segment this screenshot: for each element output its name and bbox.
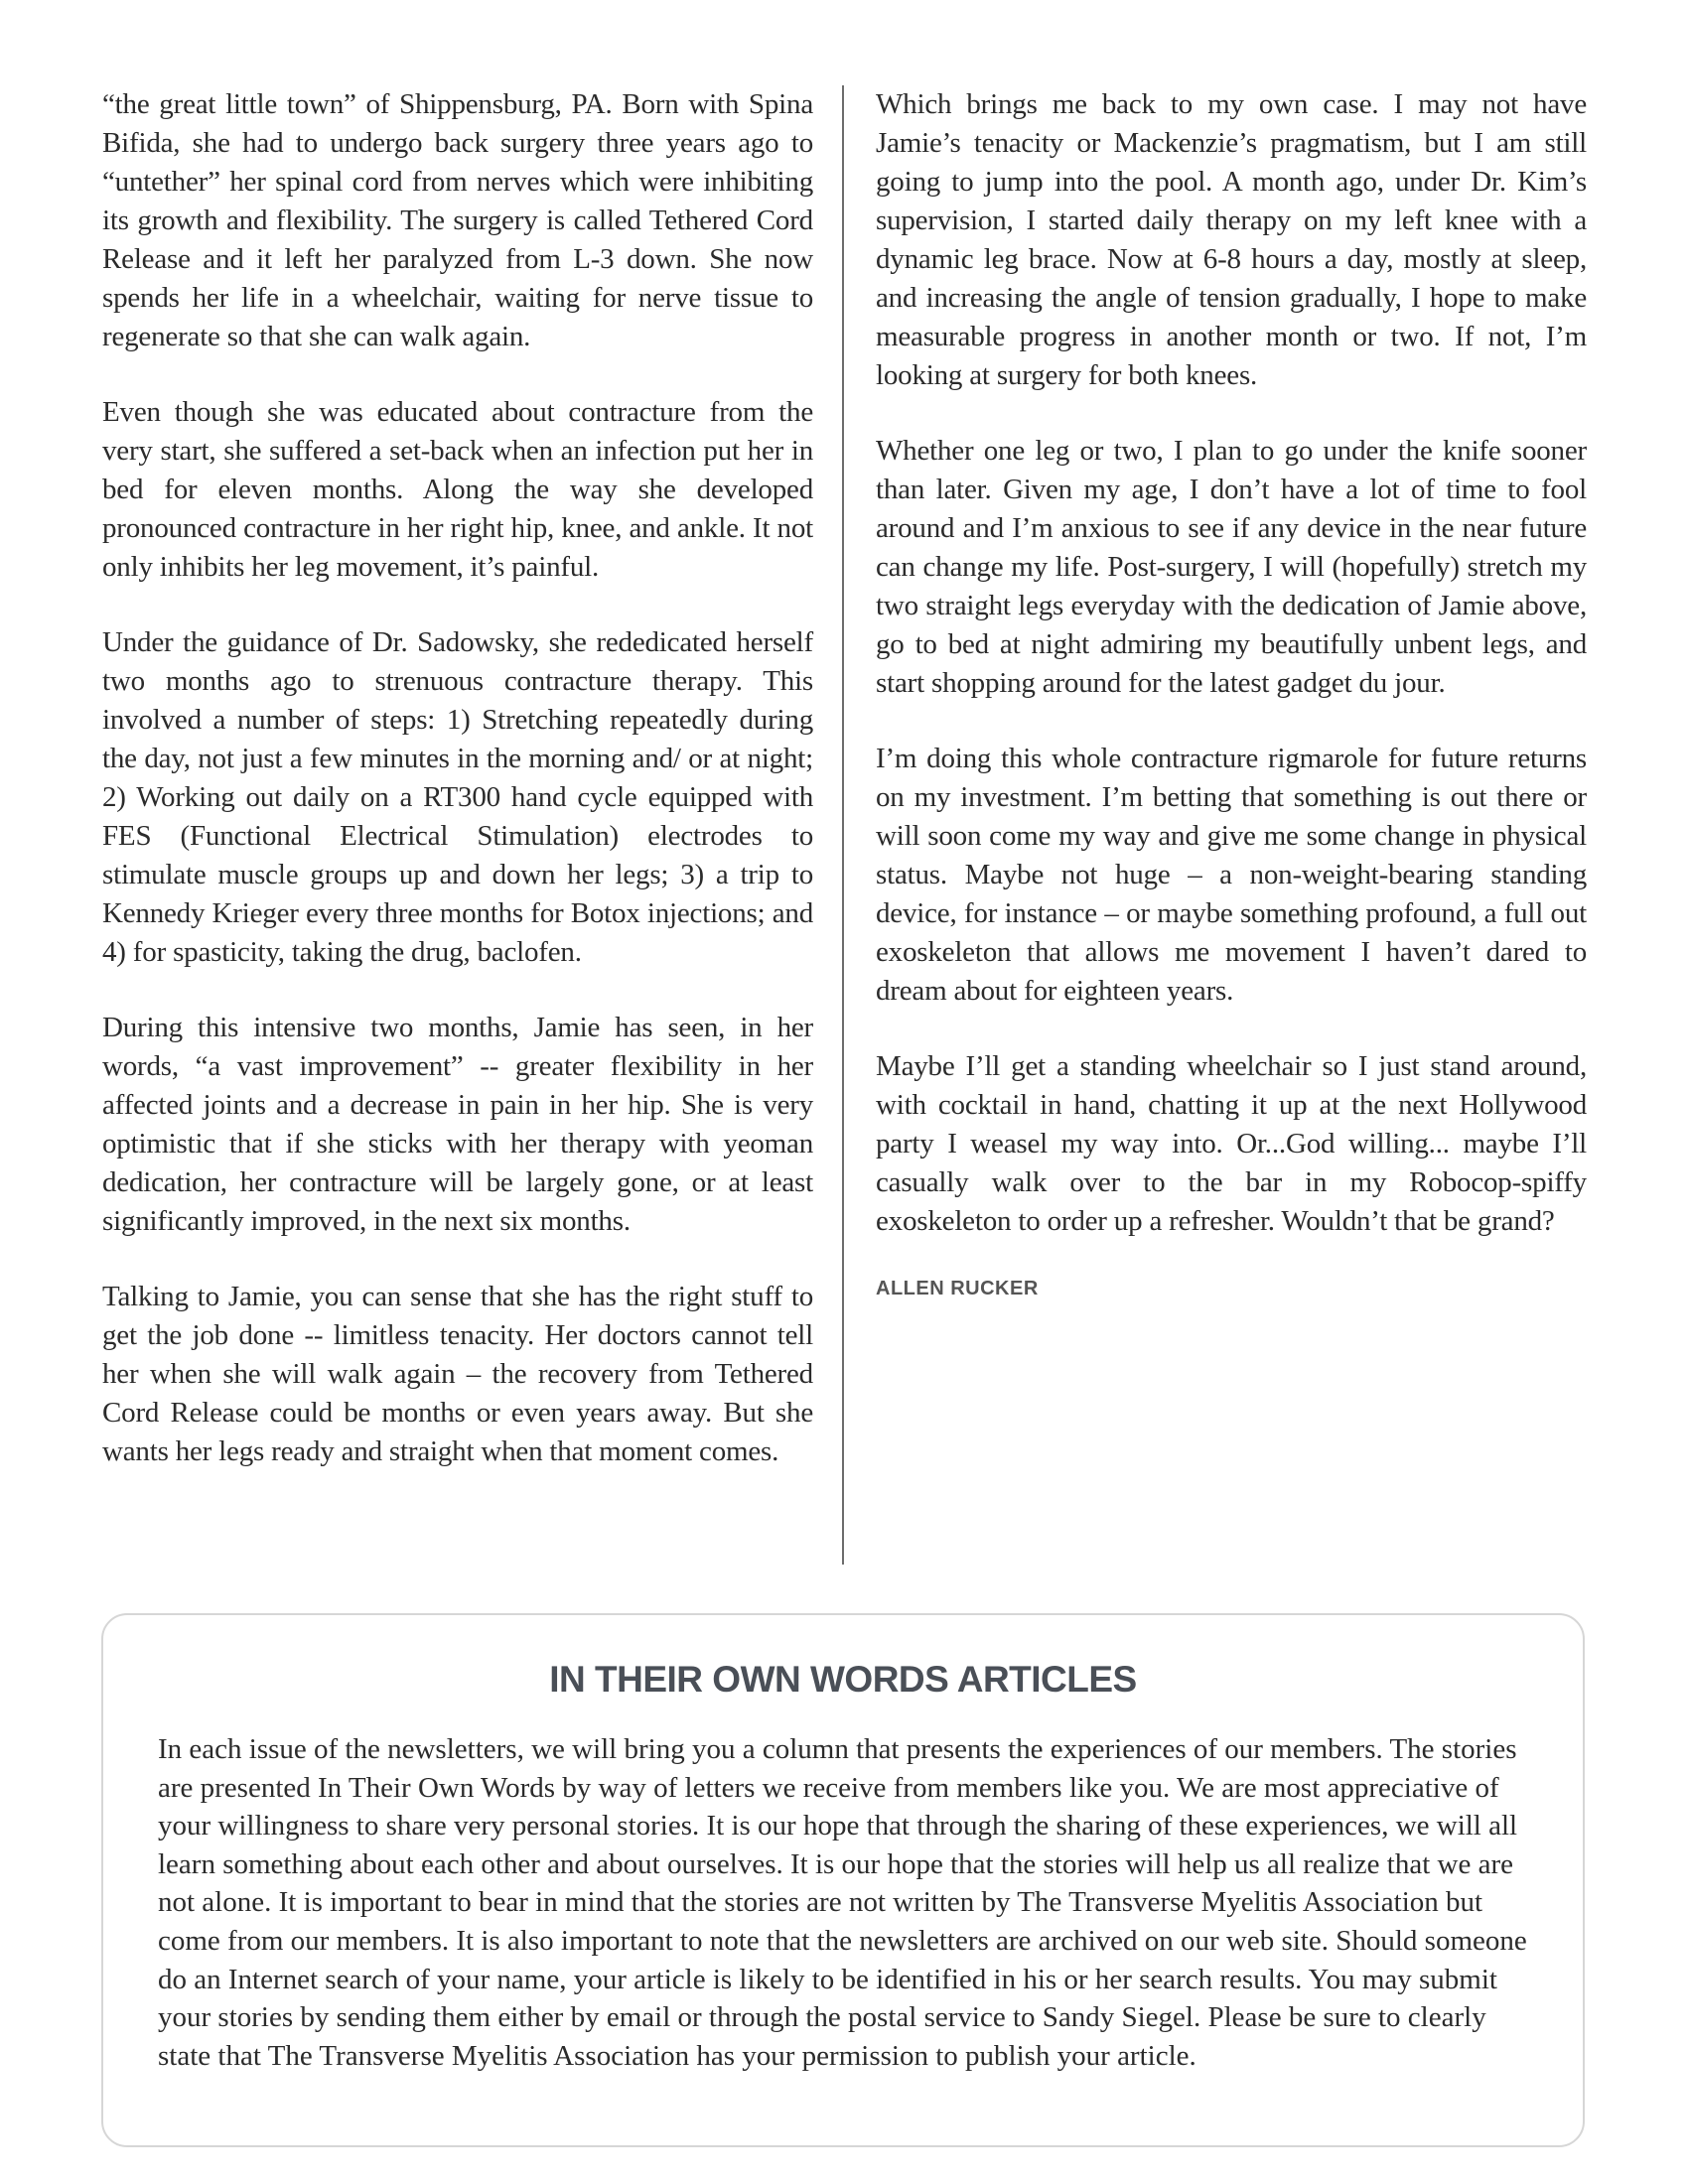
article-paragraph: During this intensive two months, Jamie has seen, in her words, “a vast improvement” -- greater flexibility in her affected joints and a decrease in pain in her hip. She is very optimistic that if she sticks with her therapy with yeoman dedication, her contracture will be largely gone, or at least significantly improved, in the next six months. (102, 1012, 813, 1237)
right-column (876, 85, 1587, 1300)
article-paragraph: Under the guidance of Dr. Sadowsky, she rededicated herself two months ago to strenuous contracture therapy. This involved a number of steps: 1) Stretching repeatedly during the day, not just a few minutes in the morning and/ or at night; 2) Working out daily on a RT300 hand cycle equipped with FES (Functional Electrical Stimulation) electrodes to stimulate muscle groups up and down her legs; 3) a trip to Kennedy Krieger every three months for Botox injections; and 4) for spasticity, taking the drug, baclofen. (102, 626, 813, 968)
article-columns (102, 85, 1587, 1565)
callout-title: IN THEIR OWN WORDS ARTICLES (549, 1659, 1137, 1700)
article-paragraph: Which brings me back to my own case. I may not have Jamie’s tenacity or Mackenzie’s pragmatism, but I am still going to jump into the pool. A month ago, under Dr. Kim’s supervision, I started daily therapy on my left knee with a dynamic leg brace. Now at 6-8 hours a day, mostly at sleep, and increasing the angle of tension gradually, I hope to make measurable progress in another month or two. If not, I’m looking at surgery for both knees. (876, 88, 1587, 391)
article-paragraph: Even though she was educated about contracture from the very start, she suffered a set-back when an infection put her in bed for eleven months. Along the way she developed pronounced contracture in her right hip, knee, and ankle. It not only inhibits her leg movement, it’s painful. (102, 396, 813, 583)
article-paragraph: Whether one leg or two, I plan to go under the knife sooner than later. Given my age, I don’t have a lot of time to fool around and I’m anxious to see if any device in the near future can change my life. Post-surgery, I will (hopefully) stretch my two straight legs everyday with the dedication of Jamie above, go to bed at night admiring my beautifully unbent legs, and start shopping around for the latest gadget du jour. (876, 435, 1587, 699)
callout-body: In each issue of the newsletters, we will bring you a column that presents the experiences of our members. The stories are presented In Their Own Words by way of letters we receive from members like you. We are most appreciative of your willingness to share very personal stories. It is our hope that through the sharing of these experiences, we will all learn something about each other and about ourselves. It is our hope that the stories will help us all realize that we are not alone. It is important to bear in mind that the stories are not written by The Transverse Myelitis Association but come from our members. It is also important to note that the newsletters are archived on our web site. Should someone do an Internet search of your name, your article is likely to be identified in his or her search results. You may submit your stories by sending them either by email or through the postal service to Sandy Siegel. Please be sure to clearly state that The Transverse Myelitis Association has your permission to publish your article. (158, 1733, 1527, 2072)
article-paragraph: “the great little town” of Shippensburg, PA. Born with Spina Bifida, she had to undergo back surgery three years ago to “untether” her spinal cord from nerves which were inhibiting its growth and flexibility. The surgery is called Tethered Cord Release and it left her paralyzed from L-3 down. She now spends her life in a wheelchair, waiting for nerve tissue to regenerate so that she can walk again. (102, 88, 813, 352)
column-divider (842, 85, 844, 1565)
article-paragraph: Maybe I’ll get a standing wheelchair so I just stand around, with cocktail in hand, chatting it up at the next Hollywood party I weasel my way into. Or...God willing... maybe I’ll casually walk over to the bar in my Robocop-spiffy exoskeleton to order up a refresher. Wouldn’t that be grand? (876, 1050, 1587, 1237)
left-column (102, 85, 813, 1508)
callout-box (101, 1613, 1585, 2147)
article-paragraph: I’m doing this whole contracture rigmarole for future returns on my investment. I’m betting that something is out there or will soon come my way and give me some change in physical status. Maybe not huge – a non-weight-bearing standing device, for instance – or maybe something profound, a full out exoskeleton that allows me movement I haven’t dared to dream about for eighteen years. (876, 743, 1587, 1007)
author-byline: ALLEN RUCKER (876, 1278, 1039, 1299)
article-paragraph: Talking to Jamie, you can sense that she has the right stuff to get the job done -- limitless tenacity. Her doctors cannot tell her when she will walk again – the recovery from Tethered Cord Release could be months or even years away. But she wants her legs ready and straight when that moment comes. (102, 1281, 813, 1467)
